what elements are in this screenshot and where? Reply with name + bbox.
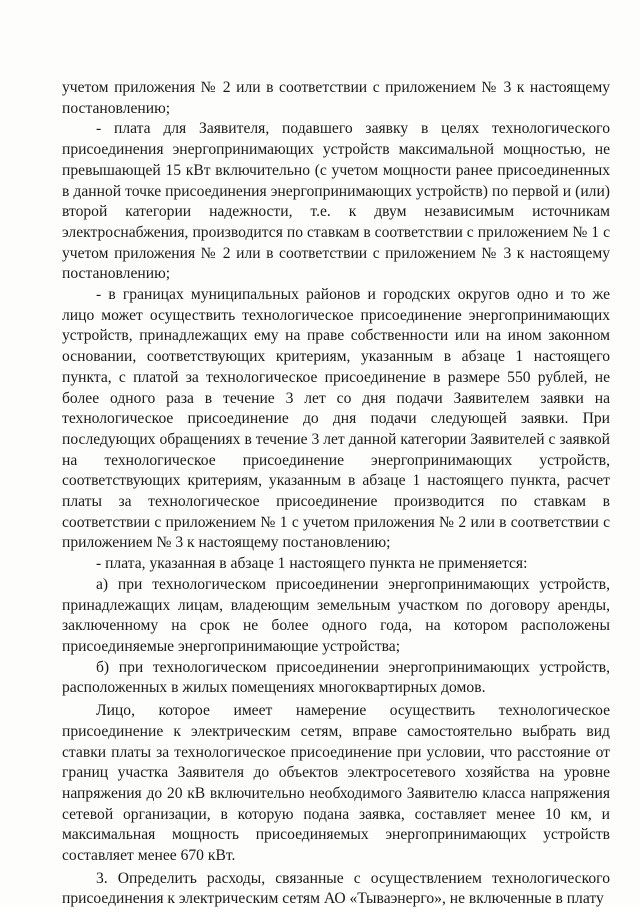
paragraph-continuation: учетом приложения № 2 или в соответствии с приложением № 3 к настоящему постановлению; bbox=[62, 79, 610, 117]
paragraph-rate-choice: Лицо, которое имеет намерение осуществить технологическое присоединение к электрическим сетям, вправе самостоятельно выбрать вид ставки платы за технологическое присоединение при условии, что расстояние от границ участка Заявителя до объектов электросетевого хозяйства на уровне напряжения до 20 кВ включительно необходимого Заявителю класса напряжения сетевой организации, в которую подана заявка, составляет менее 10 км, и максимальная мощность присоединяемых энергопринимающих устройств составляет менее 670 кВт. bbox=[62, 702, 610, 865]
paragraph-item-b: б) при технологическом присоединении энергопринимающих устройств, расположенных в жилых помещениях многоквартирных домов. bbox=[62, 658, 610, 697]
paragraph-fee-15kw: - плата для Заявителя, подавшего заявку в целях технологического присоединения энергопринимающих устройств максимальной мощностью, не превышающей 15 кВт включительно (с учетом мощности ранее присоединенных в данной точке присоединения энергопринимающих устройств) по первой и (или) второй категории надежности, т.е. к двум независимым источникам электроснабжения, производится по ставкам в соответствии с приложением № 1 с учетом приложения № 2 или в соответствии с приложением № 3 к настоящему постановлению; bbox=[62, 120, 610, 283]
paragraph-fee-550-rub: - в границах муниципальных районов и городских округов одно и то же лицо может осуществить технологическое присоединение энергопринимающих устройств, принадлежащих ему на праве собственности или на ином законном основании, соответствующих критериям, указанным в абзаце 1 настоящего пункта, с платой за технологическое присоединение в размере 550 рублей, не более одного раза в течение 3 лет со дня подачи Заявителем заявки на технологическое присоединение до дня подачи следующей заявки. При последующих обращениях в течение 3 лет данной категории Заявителей с заявкой на технологическое присоединение энергопринимающих устройств, соответствующих критериям, указанным в абзаце 1 настоящего пункта, расчет платы за технологическое присоединение производится по ставкам в соответствии с приложением № 1 с учетом приложения № 2 или в соответствии с приложением № 3 к настоящему постановлению; bbox=[62, 286, 610, 552]
paragraph-section-3: 3. Определить расходы, связанные с осуществлением технологического присоединения к электрическим сетям АО «Тываэнерго», не включенные в плату bbox=[62, 869, 610, 908]
document-body bbox=[62, 78, 610, 910]
paragraph-fee-not-applied: - плата, указанная в абзаце 1 настоящего пункта не применяется: bbox=[96, 555, 528, 573]
paragraph-item-a: а) при технологическом присоединении энергопринимающих устройств, принадлежащих лицам, владеющим земельным участком по договору аренды, заключенному на срок не более одного года, на котором расположены присоединяемые энергопринимающие устройства; bbox=[62, 575, 610, 655]
